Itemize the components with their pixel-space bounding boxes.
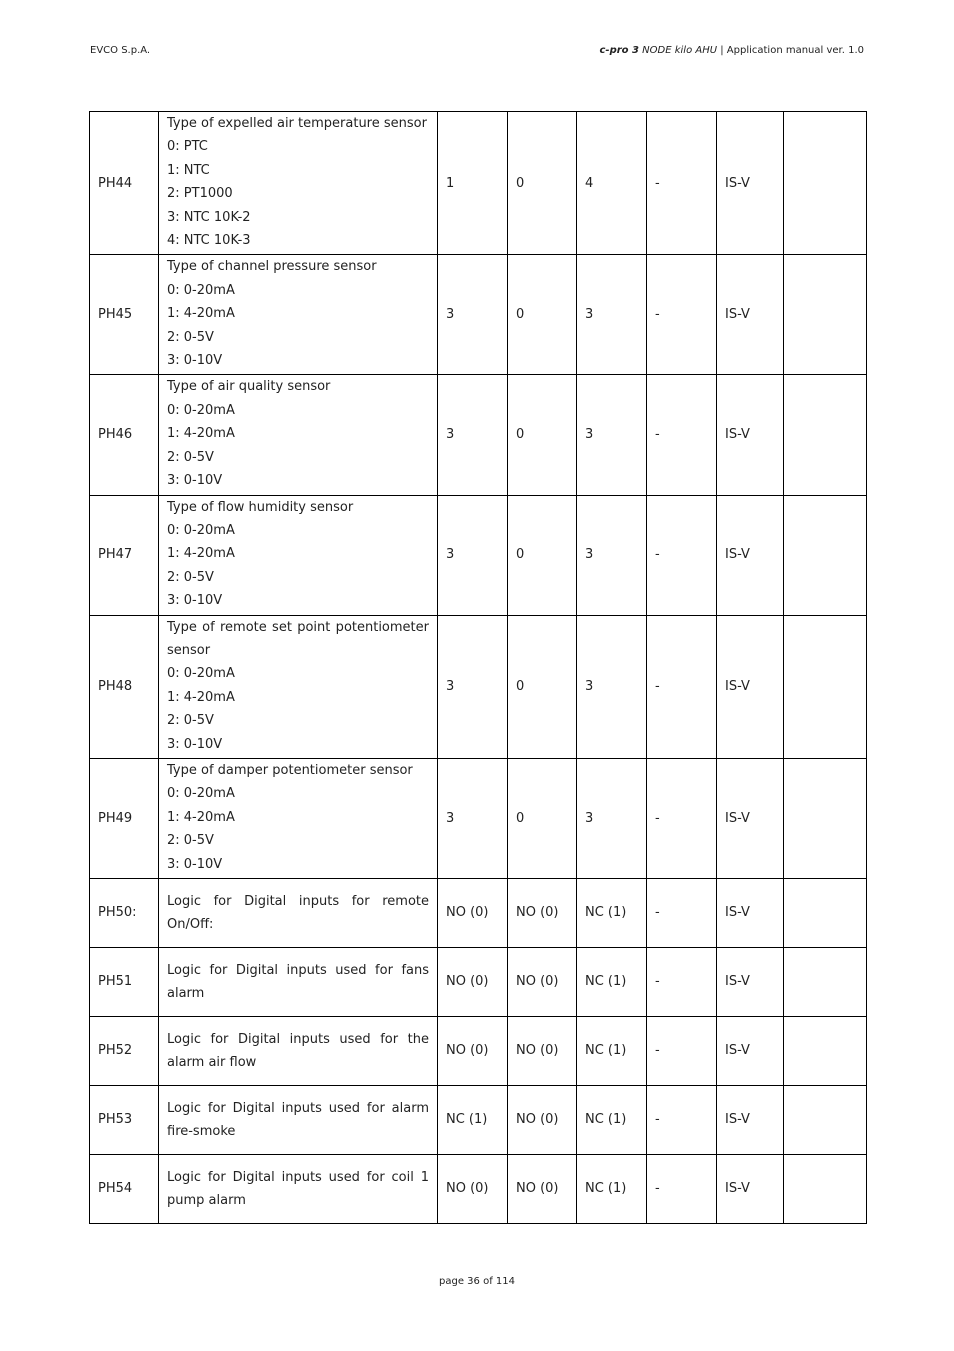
default-value: NO (0)	[438, 1155, 508, 1224]
table-row	[90, 758, 867, 878]
description-line: 2: 0-5V	[167, 833, 214, 849]
description-line: 0: 0-20mA	[167, 786, 235, 802]
table-row	[90, 948, 867, 1017]
min-value: 0	[508, 615, 577, 758]
parameter-code: PH48	[90, 615, 159, 758]
unit-value: -	[647, 1017, 717, 1086]
header-product-italic: NODE kilo AHU	[642, 45, 718, 56]
parameter-description	[159, 112, 438, 255]
max-value: NC (1)	[577, 1086, 647, 1155]
description-line: 0: PTC	[167, 139, 208, 155]
empty-cell	[784, 495, 867, 615]
description-line: 3: 0-10V	[167, 473, 223, 489]
table-row	[90, 375, 867, 495]
access-level: IS-V	[717, 1017, 784, 1086]
parameter-description	[159, 1086, 438, 1155]
header-document-title	[600, 45, 865, 56]
description-line: 1: 4-20mA	[167, 809, 235, 825]
description-line: 2: 0-5V	[167, 329, 214, 345]
parameter-description	[159, 948, 438, 1017]
description-line: 3: 0-10V	[167, 353, 223, 369]
description-line: 3: NTC 10K-2	[167, 209, 251, 225]
description-line: Logic for Digital inputs used for fans alarm	[167, 963, 429, 1001]
access-level: IS-V	[717, 1155, 784, 1224]
table-row	[90, 495, 867, 615]
description-line: Type of remote set point potentiometer sensor	[167, 619, 429, 658]
empty-cell	[784, 758, 867, 878]
access-level: IS-V	[717, 495, 784, 615]
default-value: NO (0)	[438, 1017, 508, 1086]
page-number: page 36 of 114	[439, 1276, 515, 1287]
description-line: Type of damper potentiometer sensor	[167, 762, 413, 778]
description-line: 0: 0-20mA	[167, 282, 235, 298]
description-line: Type of channel pressure sensor	[167, 259, 377, 275]
header-company: EVCO S.p.A.	[90, 45, 151, 56]
access-level: IS-V	[717, 879, 784, 948]
parameter-code: PH44	[90, 112, 159, 255]
parameter-code: PH45	[90, 255, 159, 375]
description-line: 1: NTC	[167, 162, 210, 178]
empty-cell	[784, 1086, 867, 1155]
table-row	[90, 112, 867, 255]
min-value: NO (0)	[508, 1155, 577, 1224]
max-value: NC (1)	[577, 1017, 647, 1086]
parameter-description	[159, 615, 438, 758]
min-value: NO (0)	[508, 1086, 577, 1155]
parameters-table	[89, 111, 867, 1224]
empty-cell	[784, 615, 867, 758]
max-value: 4	[577, 112, 647, 255]
empty-cell	[784, 1017, 867, 1086]
access-level: IS-V	[717, 615, 784, 758]
empty-cell	[784, 255, 867, 375]
description-line: 2: 0-5V	[167, 569, 214, 585]
description-line: Type of air quality sensor	[167, 379, 331, 395]
default-value: NO (0)	[438, 879, 508, 948]
max-value: 3	[577, 615, 647, 758]
description-line: 3: 0-10V	[167, 856, 223, 872]
parameter-description	[159, 879, 438, 948]
unit-value: -	[647, 112, 717, 255]
description-line: Logic for Digital inputs for remote On/Off:	[167, 894, 429, 932]
parameter-description	[159, 495, 438, 615]
min-value: NO (0)	[508, 879, 577, 948]
parameter-code: PH50:	[90, 879, 159, 948]
table-row	[90, 255, 867, 375]
default-value: 3	[438, 255, 508, 375]
unit-value: -	[647, 255, 717, 375]
table-row	[90, 1155, 867, 1224]
description-line: 1: 4-20mA	[167, 306, 235, 322]
description-line: 0: 0-20mA	[167, 522, 235, 538]
empty-cell	[784, 879, 867, 948]
parameters-table-body	[90, 112, 867, 1224]
default-value: 3	[438, 495, 508, 615]
description-line: 2: 0-5V	[167, 713, 214, 729]
access-level: IS-V	[717, 758, 784, 878]
min-value: 0	[508, 375, 577, 495]
parameter-description	[159, 1155, 438, 1224]
description-line: 3: 0-10V	[167, 736, 223, 752]
max-value: 3	[577, 255, 647, 375]
min-value: 0	[508, 255, 577, 375]
table-row	[90, 879, 867, 948]
unit-value: -	[647, 948, 717, 1017]
unit-value: -	[647, 1086, 717, 1155]
default-value: 3	[438, 758, 508, 878]
empty-cell	[784, 1155, 867, 1224]
default-value: 3	[438, 375, 508, 495]
description-line: 0: 0-20mA	[167, 666, 235, 682]
max-value: NC (1)	[577, 1155, 647, 1224]
parameter-code: PH52	[90, 1017, 159, 1086]
description-line: 1: 4-20mA	[167, 426, 235, 442]
min-value: NO (0)	[508, 1017, 577, 1086]
description-line: 4: NTC 10K-3	[167, 233, 251, 249]
description-line: 1: 4-20mA	[167, 689, 235, 705]
access-level: IS-V	[717, 948, 784, 1017]
description-line: Logic for Digital inputs used for the alarm air flow	[167, 1032, 429, 1070]
description-line: Logic for Digital inputs used for alarm fire-smoke	[167, 1101, 429, 1139]
max-value: NC (1)	[577, 948, 647, 1017]
min-value: 0	[508, 112, 577, 255]
description-line: Type of flow humidity sensor	[167, 499, 354, 515]
parameter-code: PH46	[90, 375, 159, 495]
description-line: 2: 0-5V	[167, 449, 214, 465]
min-value: 0	[508, 758, 577, 878]
parameter-description	[159, 375, 438, 495]
description-line: 1: 4-20mA	[167, 546, 235, 562]
description-line: 2: PT1000	[167, 186, 233, 202]
unit-value: -	[647, 758, 717, 878]
default-value: NO (0)	[438, 948, 508, 1017]
max-value: NC (1)	[577, 879, 647, 948]
min-value: NO (0)	[508, 948, 577, 1017]
default-value: 3	[438, 615, 508, 758]
parameter-code: PH54	[90, 1155, 159, 1224]
access-level: IS-V	[717, 255, 784, 375]
header-product-bold: c-pro 3	[599, 45, 639, 56]
parameter-description	[159, 1017, 438, 1086]
parameter-code: PH47	[90, 495, 159, 615]
parameter-code: PH49	[90, 758, 159, 878]
parameter-description	[159, 255, 438, 375]
description-line: Logic for Digital inputs used for coil 1 pump alarm	[167, 1170, 429, 1208]
max-value: 3	[577, 495, 647, 615]
unit-value: -	[647, 615, 717, 758]
parameter-description	[159, 758, 438, 878]
parameter-code: PH53	[90, 1086, 159, 1155]
table-row	[90, 615, 867, 758]
unit-value: -	[647, 1155, 717, 1224]
description-line: Type of expelled air temperature sensor	[167, 116, 427, 131]
access-level: IS-V	[717, 375, 784, 495]
access-level: IS-V	[717, 112, 784, 255]
description-line: 3: 0-10V	[167, 593, 223, 609]
max-value: 3	[577, 375, 647, 495]
empty-cell	[784, 948, 867, 1017]
unit-value: -	[647, 375, 717, 495]
default-value: 1	[438, 112, 508, 255]
access-level: IS-V	[717, 1086, 784, 1155]
header-doc-title: | Application manual ver. 1.0	[720, 45, 864, 56]
empty-cell	[784, 112, 867, 255]
max-value: 3	[577, 758, 647, 878]
empty-cell	[784, 375, 867, 495]
table-row	[90, 1086, 867, 1155]
min-value: 0	[508, 495, 577, 615]
table-row	[90, 1017, 867, 1086]
default-value: NC (1)	[438, 1086, 508, 1155]
unit-value: -	[647, 879, 717, 948]
parameter-code: PH51	[90, 948, 159, 1017]
description-line: 0: 0-20mA	[167, 402, 235, 418]
unit-value: -	[647, 495, 717, 615]
